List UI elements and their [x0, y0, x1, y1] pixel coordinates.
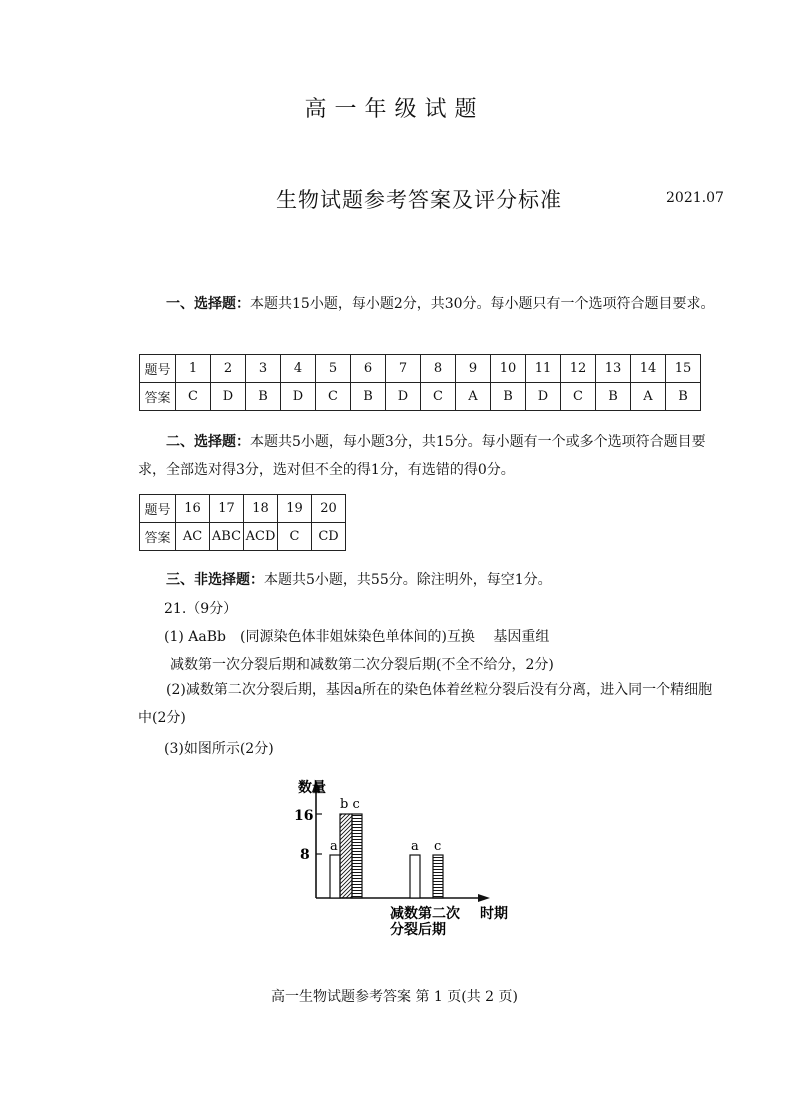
answer-cell: B [246, 383, 281, 411]
question-number: 10 [491, 355, 526, 383]
row-label: 题号 [140, 495, 176, 523]
question-number: 19 [278, 495, 312, 523]
answer-cell: B [666, 383, 701, 411]
row-label: 题号 [140, 355, 176, 383]
question-number: 8 [421, 355, 456, 383]
answer-cell: D [281, 383, 316, 411]
question-number: 5 [316, 355, 351, 383]
answer-cell: C [316, 383, 351, 411]
section2-heading: 二、选择题： [166, 434, 250, 450]
answer-cell: B [491, 383, 526, 411]
question-number: 2 [211, 355, 246, 383]
section3-text: 本题共5小题，共55分。除注明外，每空1分。 [264, 572, 552, 588]
section2-intro [138, 428, 723, 484]
answer-cell: A [631, 383, 666, 411]
question-number: 16 [176, 495, 210, 523]
answer-cell: C [561, 383, 596, 411]
question-number: 20 [312, 495, 346, 523]
question-number: 14 [631, 355, 666, 383]
q21-line2: 减数第一次分裂后期和减数第二次分裂后期(不全不给分，2分) [170, 657, 554, 673]
answer-cell: D [386, 383, 421, 411]
question-number: 3 [246, 355, 281, 383]
page-footer: 高一生物试题参考答案 第 1 页(共 2 页) [271, 989, 518, 1005]
answer-cell: C [421, 383, 456, 411]
x-axis-label: 时期 [480, 906, 508, 922]
question-number: 11 [526, 355, 561, 383]
answer-cell: C [278, 523, 312, 551]
bar-label-g2-c: c [434, 839, 442, 854]
y-tick-label-16: 16 [294, 808, 314, 824]
bar-g1-c [352, 814, 362, 898]
question-number: 13 [596, 355, 631, 383]
row-label: 答案 [140, 383, 176, 411]
bar-label-g2-a: a [411, 839, 419, 854]
answer-cell: A [456, 383, 491, 411]
answer-cell: ACD [244, 523, 278, 551]
q21-line4: (3)如图所示(2分) [164, 741, 274, 757]
section3-intro [138, 566, 723, 594]
category-label-line2: 分裂后期 [390, 922, 446, 938]
section1-answer-table [139, 354, 701, 411]
section2-answer-table [139, 494, 346, 551]
question-number: 9 [456, 355, 491, 383]
table-row [140, 355, 701, 383]
question-number: 15 [666, 355, 701, 383]
section2-text: 本题共5小题，每小题3分，共15分。每小题有一个或多个选项符合题目要求，全部选对得3分，选对但不全的得1分，有选错的得0分。 [138, 434, 706, 478]
doc-title: 生物试题参考答案及评分标准 [276, 188, 562, 212]
answer-cell: C [176, 383, 211, 411]
y-tick-label-8: 8 [300, 847, 310, 863]
table-row [140, 495, 346, 523]
section3-heading: 三、非选择题： [166, 572, 264, 588]
question-number: 6 [351, 355, 386, 383]
bar-g2-c [433, 855, 443, 898]
question-number: 7 [386, 355, 421, 383]
q21-head: 21.（9分） [164, 601, 238, 617]
table-row [140, 523, 346, 551]
y-axis-label: 数量 [298, 780, 326, 796]
bar-chart [280, 772, 510, 942]
bar-g2-a [410, 855, 420, 898]
bar-label-g1-bc: b c [340, 797, 360, 812]
q21-line1: (1) AaBb (同源染色体非姐妹染色单体间的)互换 基因重组 [164, 629, 550, 645]
section1-heading: 一、选择题： [166, 296, 250, 312]
q21-line3: (2)减数第二次分裂后期，基因a所在的染色体着丝粒分裂后没有分离，进入同一个精细胞中(2分) [138, 682, 713, 726]
question-number: 4 [281, 355, 316, 383]
answer-cell: B [351, 383, 386, 411]
bar-label-g1-a: a [330, 839, 338, 854]
row-label: 答案 [140, 523, 176, 551]
category-label-line1: 减数第二次 [390, 906, 460, 922]
answer-cell: AC [176, 523, 210, 551]
section1-intro [138, 290, 723, 318]
bar-g1-b [340, 814, 352, 898]
table-row [140, 383, 701, 411]
answer-cell: D [211, 383, 246, 411]
doc-date: 2021.07 [666, 190, 724, 206]
x-axis-arrow-icon [478, 894, 490, 902]
answer-cell: ABC [210, 523, 244, 551]
bar-g1-a [330, 855, 340, 898]
grade-title: 高一年级试题 [304, 97, 485, 122]
section1-text: 本题共15小题，每小题2分，共30分。每小题只有一个选项符合题目要求。 [250, 296, 715, 312]
question-number: 1 [176, 355, 211, 383]
question-number: 17 [210, 495, 244, 523]
question-number: 18 [244, 495, 278, 523]
answer-cell: D [526, 383, 561, 411]
answer-cell: CD [312, 523, 346, 551]
question-number: 12 [561, 355, 596, 383]
answer-cell: B [596, 383, 631, 411]
